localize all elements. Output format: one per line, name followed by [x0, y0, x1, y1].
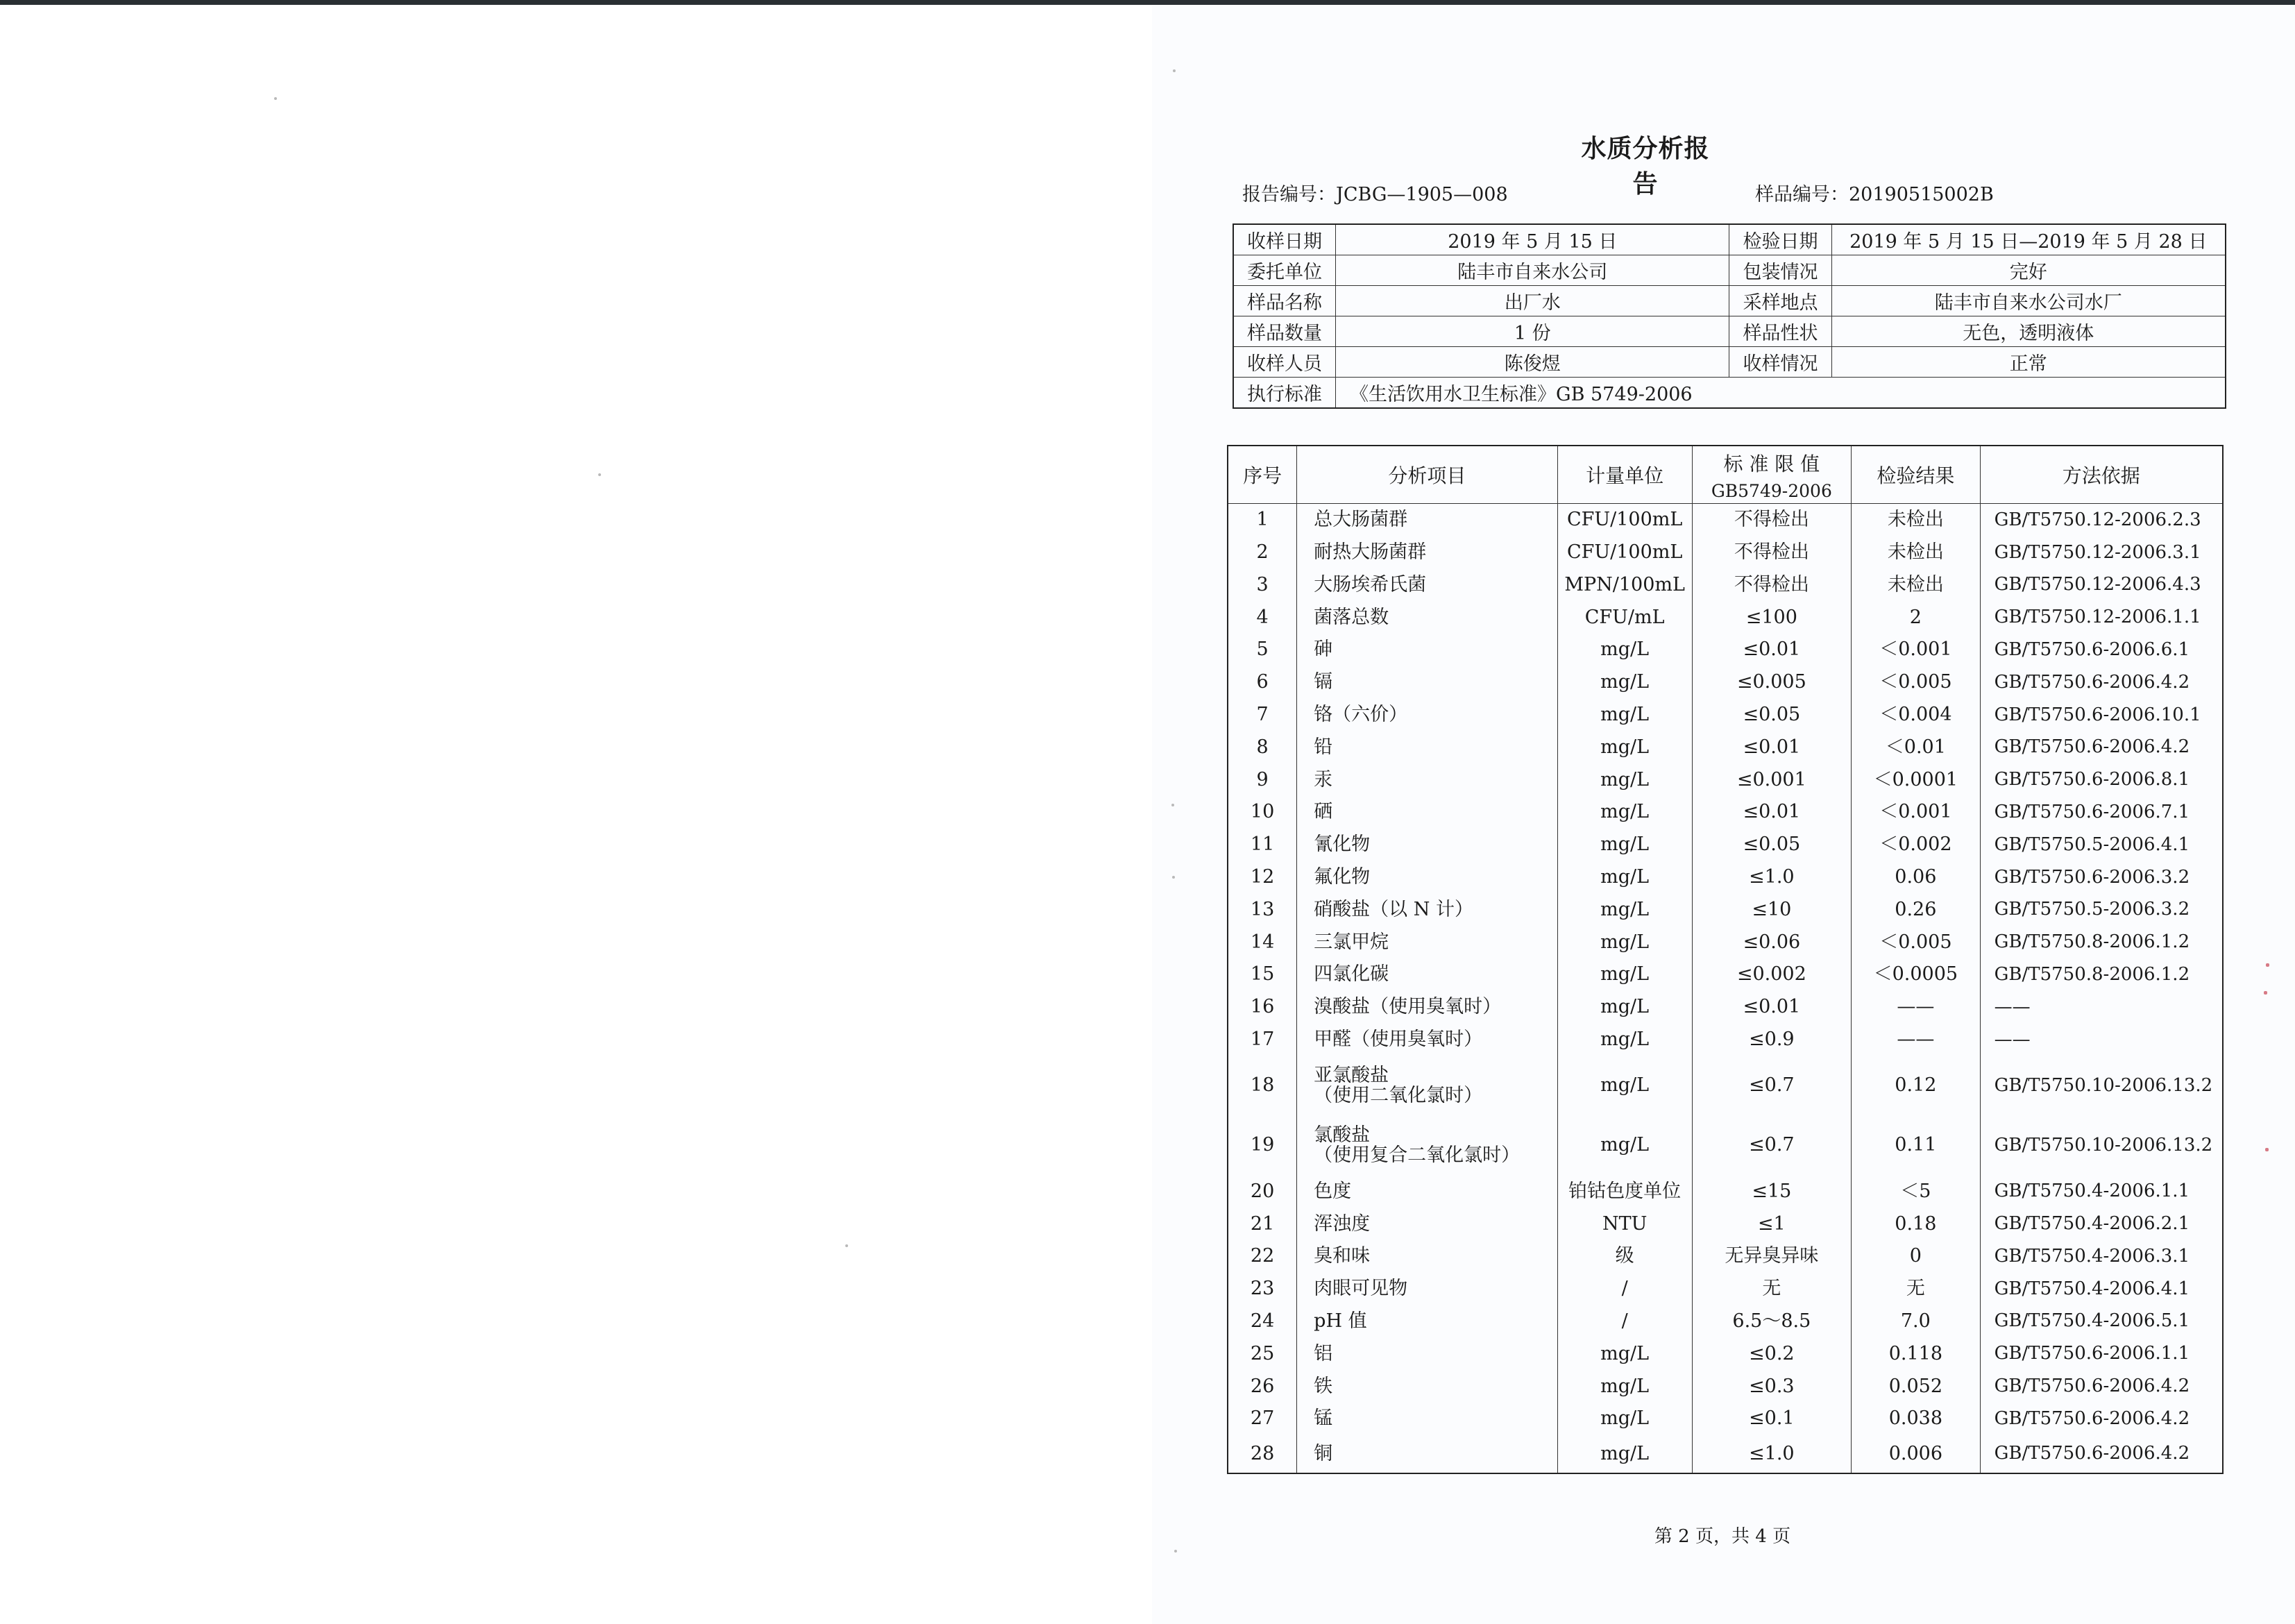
unit-cell: mg/L [1557, 1116, 1692, 1176]
analysis-item: 大肠埃希氏菌 [1297, 569, 1558, 602]
result-cell: 0 [1852, 1240, 1980, 1273]
info-value: 出厂水 [1336, 286, 1729, 316]
method-cell: GB/T5750.6-2006.4.2 [1980, 1435, 2223, 1473]
unit-cell: mg/L [1557, 796, 1692, 829]
row-number: 13 [1228, 894, 1297, 927]
result-row [1228, 861, 2223, 894]
limit-cell: ≤0.1 [1692, 1403, 1852, 1435]
result-cell: 7.0 [1852, 1305, 1980, 1338]
result-row [1228, 1240, 2223, 1273]
analysis-item-label: 氯酸盐 [1314, 1124, 1371, 1147]
row-number: 21 [1228, 1208, 1297, 1240]
limit-cell: 不得检出 [1692, 569, 1852, 602]
sample-number [1755, 179, 1994, 206]
limit-cell: ≤100 [1692, 601, 1852, 634]
result-cell: —— [1852, 1024, 1980, 1056]
header-item: 分析项目 [1297, 446, 1558, 504]
method-cell: GB/T5750.6-2006.4.2 [1980, 731, 2223, 764]
method-cell: GB/T5750.4-2006.2.1 [1980, 1208, 2223, 1240]
limit-cell: ≤0.002 [1692, 958, 1852, 991]
limit-cell: ≤0.01 [1692, 731, 1852, 764]
analysis-item [1297, 1056, 1558, 1116]
report-number-value: JCBG—1905—008 [1336, 184, 1508, 205]
sample-number-value: 20190515002B [1849, 184, 1994, 205]
report-title: 水质分析报告 [1581, 134, 1710, 198]
result-row [1228, 1273, 2223, 1305]
result-row [1228, 504, 2223, 536]
analysis-item: 铬（六价） [1297, 699, 1558, 731]
unit-cell: mg/L [1557, 1338, 1692, 1371]
info-key: 样品名称 [1233, 286, 1336, 316]
limit-cell: ≤0.01 [1692, 634, 1852, 666]
method-cell: GB/T5750.6-2006.6.1 [1980, 634, 2223, 666]
result-cell: 0.18 [1852, 1208, 1980, 1240]
row-number: 22 [1228, 1240, 1297, 1273]
limit-cell: ≤0.05 [1692, 699, 1852, 731]
info-row-standard [1233, 378, 2226, 409]
unit-cell: mg/L [1557, 861, 1692, 894]
analysis-item: 菌落总数 [1297, 601, 1558, 634]
unit-cell: / [1557, 1305, 1692, 1338]
scan-top-edge [0, 0, 2295, 5]
unit-cell: mg/L [1557, 1056, 1692, 1116]
row-number: 7 [1228, 699, 1297, 731]
limit-cell: ≤0.7 [1692, 1116, 1852, 1176]
scan-speck [1172, 876, 1175, 879]
limit-cell: 不得检出 [1692, 504, 1852, 536]
method-cell: GB/T5750.6-2006.4.2 [1980, 1403, 2223, 1435]
result-cell: 0.006 [1852, 1435, 1980, 1473]
result-row [1228, 991, 2223, 1024]
unit-cell: mg/L [1557, 699, 1692, 731]
result-cell: 0.06 [1852, 861, 1980, 894]
analysis-item: 总大肠菌群 [1297, 504, 1558, 536]
unit-cell: mg/L [1557, 829, 1692, 861]
result-cell: ＜5 [1852, 1176, 1980, 1208]
header-unit: 计量单位 [1557, 446, 1692, 504]
result-row [1228, 796, 2223, 829]
unit-cell: MPN/100mL [1557, 569, 1692, 602]
method-cell: GB/T5750.6-2006.8.1 [1980, 763, 2223, 796]
analysis-item: 硒 [1297, 796, 1558, 829]
result-cell: ＜0.0001 [1852, 763, 1980, 796]
analysis-item: 镉 [1297, 666, 1558, 699]
result-cell: ＜0.01 [1852, 731, 1980, 764]
row-number: 26 [1228, 1370, 1297, 1403]
result-cell: 无 [1852, 1273, 1980, 1305]
info-row [1233, 255, 2226, 286]
header-no: 序号 [1228, 446, 1297, 504]
limit-cell: ≤0.7 [1692, 1056, 1852, 1116]
result-row [1228, 1338, 2223, 1371]
method-cell: GB/T5750.6-2006.4.2 [1980, 666, 2223, 699]
analysis-item: 耐热大肠菌群 [1297, 536, 1558, 569]
unit-cell: mg/L [1557, 1024, 1692, 1056]
analysis-item-condition: （使用复合二氧化氯时） [1314, 1144, 1521, 1166]
result-cell: ＜0.004 [1852, 699, 1980, 731]
scan-speck [1171, 804, 1174, 806]
results-header-row [1228, 446, 2223, 504]
unit-cell: 铂钴色度单位 [1557, 1176, 1692, 1208]
result-cell: 0.052 [1852, 1370, 1980, 1403]
result-row [1228, 1403, 2223, 1435]
analysis-item: 锰 [1297, 1403, 1558, 1435]
method-cell: —— [1980, 1024, 2223, 1056]
method-cell: GB/T5750.5-2006.4.1 [1980, 829, 2223, 861]
result-row [1228, 1176, 2223, 1208]
scan-speck [2265, 1148, 2269, 1151]
method-cell: GB/T5750.4-2006.5.1 [1980, 1305, 2223, 1338]
result-row [1228, 926, 2223, 958]
row-number: 14 [1228, 926, 1297, 958]
unit-cell: 级 [1557, 1240, 1692, 1273]
header-method: 方法依据 [1980, 446, 2223, 504]
limit-cell: ≤15 [1692, 1176, 1852, 1208]
analysis-item: 三氯甲烷 [1297, 926, 1558, 958]
info-value: 陆丰市自来水公司 [1336, 255, 1729, 286]
result-cell: 0.12 [1852, 1056, 1980, 1116]
result-cell: 未检出 [1852, 504, 1980, 536]
limit-cell: 不得检出 [1692, 536, 1852, 569]
scan-speck [2264, 991, 2267, 995]
row-number: 5 [1228, 634, 1297, 666]
row-number: 4 [1228, 601, 1297, 634]
result-cell: 0.26 [1852, 894, 1980, 927]
row-number: 24 [1228, 1305, 1297, 1338]
info-key: 样品性状 [1729, 316, 1831, 347]
result-row [1228, 601, 2223, 634]
result-cell: ＜0.001 [1852, 796, 1980, 829]
result-row [1228, 763, 2223, 796]
result-row [1228, 1305, 2223, 1338]
analysis-item-label: 亚氯酸盐 [1314, 1065, 1389, 1087]
analysis-item: 肉眼可见物 [1297, 1273, 1558, 1305]
analysis-item: 硝酸盐（以 N 计） [1297, 894, 1558, 927]
analysis-item: 溴酸盐（使用臭氧时） [1297, 991, 1558, 1024]
analysis-item: 臭和味 [1297, 1240, 1558, 1273]
result-row [1228, 1024, 2223, 1056]
unit-cell: CFU/100mL [1557, 504, 1692, 536]
info-value: 陆丰市自来水公司水厂 [1831, 286, 2226, 316]
analysis-item: 四氯化碳 [1297, 958, 1558, 991]
method-cell: —— [1980, 991, 2223, 1024]
info-value: 1 份 [1336, 316, 1729, 347]
scan-speck [1173, 69, 1176, 72]
result-cell: ＜0.005 [1852, 926, 1980, 958]
result-row [1228, 958, 2223, 991]
result-row [1228, 536, 2223, 569]
unit-cell: CFU/mL [1557, 601, 1692, 634]
sample-info-table [1233, 223, 2226, 409]
analysis-results-table [1227, 445, 2224, 1474]
info-key: 执行标准 [1233, 378, 1336, 409]
row-number: 1 [1228, 504, 1297, 536]
scan-speck [845, 1244, 848, 1247]
result-row [1228, 894, 2223, 927]
method-cell: GB/T5750.10-2006.13.2 [1980, 1056, 2223, 1116]
limit-cell: ≤0.05 [1692, 829, 1852, 861]
report-number [1242, 179, 1508, 206]
scan-speck [1174, 1550, 1177, 1553]
method-cell: GB/T5750.4-2006.1.1 [1980, 1176, 2223, 1208]
result-cell: ＜0.0005 [1852, 958, 1980, 991]
method-cell: GB/T5750.12-2006.4.3 [1980, 569, 2223, 602]
analysis-item: 铁 [1297, 1370, 1558, 1403]
info-key: 样品数量 [1233, 316, 1336, 347]
limit-cell: ≤0.9 [1692, 1024, 1852, 1056]
row-number: 19 [1228, 1116, 1297, 1176]
result-row [1228, 1435, 2223, 1473]
standard-value: 《生活饮用水卫生标准》GB 5749-2006 [1336, 378, 2226, 409]
info-value: 无色，透明液体 [1831, 316, 2226, 347]
limit-cell: ≤1 [1692, 1208, 1852, 1240]
limit-cell: ≤0.2 [1692, 1338, 1852, 1371]
info-value: 完好 [1831, 255, 2226, 286]
info-key: 采样地点 [1729, 286, 1831, 316]
limit-cell: ≤0.3 [1692, 1370, 1852, 1403]
sample-number-label: 样品编号： [1755, 184, 1849, 205]
unit-cell: mg/L [1557, 1370, 1692, 1403]
unit-cell: mg/L [1557, 731, 1692, 764]
analysis-item: pH 值 [1297, 1305, 1558, 1338]
info-value: 陈俊煜 [1336, 347, 1729, 378]
info-value: 2019 年 5 月 15 日—2019 年 5 月 28 日 [1831, 224, 2226, 255]
row-number: 8 [1228, 731, 1297, 764]
result-row [1228, 1056, 2223, 1116]
method-cell: GB/T5750.6-2006.10.1 [1980, 699, 2223, 731]
limit-cell: ≤10 [1692, 894, 1852, 927]
result-cell: 0.118 [1852, 1338, 1980, 1371]
result-row [1228, 1370, 2223, 1403]
unit-cell: CFU/100mL [1557, 536, 1692, 569]
scan-speck [2266, 963, 2269, 967]
row-number: 28 [1228, 1435, 1297, 1473]
method-cell: GB/T5750.6-2006.3.2 [1980, 861, 2223, 894]
method-cell: GB/T5750.12-2006.3.1 [1980, 536, 2223, 569]
limit-cell: ≤0.005 [1692, 666, 1852, 699]
row-number: 23 [1228, 1273, 1297, 1305]
limit-cell: ≤0.06 [1692, 926, 1852, 958]
unit-cell: mg/L [1557, 958, 1692, 991]
unit-cell: mg/L [1557, 1403, 1692, 1435]
info-key: 委托单位 [1233, 255, 1336, 286]
page-number: 第 2 页，共 4 页 [1654, 1526, 1791, 1547]
limit-cell: ≤0.01 [1692, 796, 1852, 829]
result-cell: 未检出 [1852, 536, 1980, 569]
row-number: 11 [1228, 829, 1297, 861]
method-cell: GB/T5750.8-2006.1.2 [1980, 958, 2223, 991]
result-cell: ＜0.001 [1852, 634, 1980, 666]
unit-cell: mg/L [1557, 991, 1692, 1024]
result-cell: ＜0.002 [1852, 829, 1980, 861]
analysis-item: 甲醛（使用臭氧时） [1297, 1024, 1558, 1056]
info-key: 检验日期 [1729, 224, 1831, 255]
row-number: 25 [1228, 1338, 1297, 1371]
analysis-item: 铅 [1297, 731, 1558, 764]
info-row [1233, 224, 2226, 255]
header-limit [1692, 446, 1852, 504]
method-cell: GB/T5750.4-2006.4.1 [1980, 1273, 2223, 1305]
analysis-item: 砷 [1297, 634, 1558, 666]
report-number-label: 报告编号： [1242, 184, 1336, 205]
analysis-item: 铜 [1297, 1435, 1558, 1473]
unit-cell: mg/L [1557, 1435, 1692, 1473]
row-number: 17 [1228, 1024, 1297, 1056]
info-key: 收样日期 [1233, 224, 1336, 255]
method-cell: GB/T5750.10-2006.13.2 [1980, 1116, 2223, 1176]
limit-cell: ≤0.001 [1692, 763, 1852, 796]
analysis-item [1297, 1116, 1558, 1176]
info-key: 包装情况 [1729, 255, 1831, 286]
scan-speck [274, 97, 277, 100]
analysis-item: 氟化物 [1297, 861, 1558, 894]
result-row [1228, 731, 2223, 764]
result-row [1228, 1116, 2223, 1176]
result-cell: 0.038 [1852, 1403, 1980, 1435]
method-cell: GB/T5750.8-2006.1.2 [1980, 926, 2223, 958]
result-cell: 0.11 [1852, 1116, 1980, 1176]
row-number: 20 [1228, 1176, 1297, 1208]
scan-speck [598, 473, 601, 476]
method-cell: GB/T5750.12-2006.1.1 [1980, 601, 2223, 634]
row-number: 9 [1228, 763, 1297, 796]
method-cell: GB/T5750.6-2006.4.2 [1980, 1370, 2223, 1403]
method-cell: GB/T5750.5-2006.3.2 [1980, 894, 2223, 927]
result-row [1228, 569, 2223, 602]
header-limit-standard: GB5749-2006 [1711, 480, 1832, 501]
result-cell: 未检出 [1852, 569, 1980, 602]
info-row [1233, 286, 2226, 316]
method-cell: GB/T5750.6-2006.7.1 [1980, 796, 2223, 829]
limit-cell: ≤1.0 [1692, 1435, 1852, 1473]
row-number: 15 [1228, 958, 1297, 991]
header-limit-label: 标 准 限 值 [1723, 452, 1820, 475]
analysis-item: 汞 [1297, 763, 1558, 796]
info-value: 正常 [1831, 347, 2226, 378]
limit-cell: 6.5～8.5 [1692, 1305, 1852, 1338]
unit-cell: mg/L [1557, 926, 1692, 958]
info-row [1233, 316, 2226, 347]
method-cell: GB/T5750.6-2006.1.1 [1980, 1338, 2223, 1371]
unit-cell: mg/L [1557, 634, 1692, 666]
info-key: 收样情况 [1729, 347, 1831, 378]
result-cell: ＜0.005 [1852, 666, 1980, 699]
result-cell: —— [1852, 991, 1980, 1024]
row-number: 2 [1228, 536, 1297, 569]
limit-cell: 无 [1692, 1273, 1852, 1305]
blank-left-page [0, 5, 1152, 1624]
header-result: 检验结果 [1852, 446, 1980, 504]
analysis-item: 色度 [1297, 1176, 1558, 1208]
unit-cell: mg/L [1557, 666, 1692, 699]
result-row [1228, 666, 2223, 699]
row-number: 18 [1228, 1056, 1297, 1116]
result-cell: 2 [1852, 601, 1980, 634]
unit-cell: NTU [1557, 1208, 1692, 1240]
limit-cell: ≤1.0 [1692, 861, 1852, 894]
unit-cell: mg/L [1557, 763, 1692, 796]
row-number: 12 [1228, 861, 1297, 894]
analysis-item: 浑浊度 [1297, 1208, 1558, 1240]
method-cell: GB/T5750.12-2006.2.3 [1980, 504, 2223, 536]
results-body [1228, 504, 2223, 1473]
row-number: 3 [1228, 569, 1297, 602]
info-value: 2019 年 5 月 15 日 [1336, 224, 1729, 255]
analysis-item: 氰化物 [1297, 829, 1558, 861]
row-number: 27 [1228, 1403, 1297, 1435]
result-row [1228, 829, 2223, 861]
result-row [1228, 699, 2223, 731]
result-row [1228, 634, 2223, 666]
info-key: 收样人员 [1233, 347, 1336, 378]
analysis-item-condition: （使用二氧化氯时） [1314, 1084, 1483, 1106]
unit-cell: mg/L [1557, 894, 1692, 927]
analysis-item: 铝 [1297, 1338, 1558, 1371]
limit-cell: 无异臭异味 [1692, 1240, 1852, 1273]
info-row [1233, 347, 2226, 378]
method-cell: GB/T5750.4-2006.3.1 [1980, 1240, 2223, 1273]
result-row [1228, 1208, 2223, 1240]
unit-cell: / [1557, 1273, 1692, 1305]
row-number: 16 [1228, 991, 1297, 1024]
row-number: 10 [1228, 796, 1297, 829]
row-number: 6 [1228, 666, 1297, 699]
limit-cell: ≤0.01 [1692, 991, 1852, 1024]
